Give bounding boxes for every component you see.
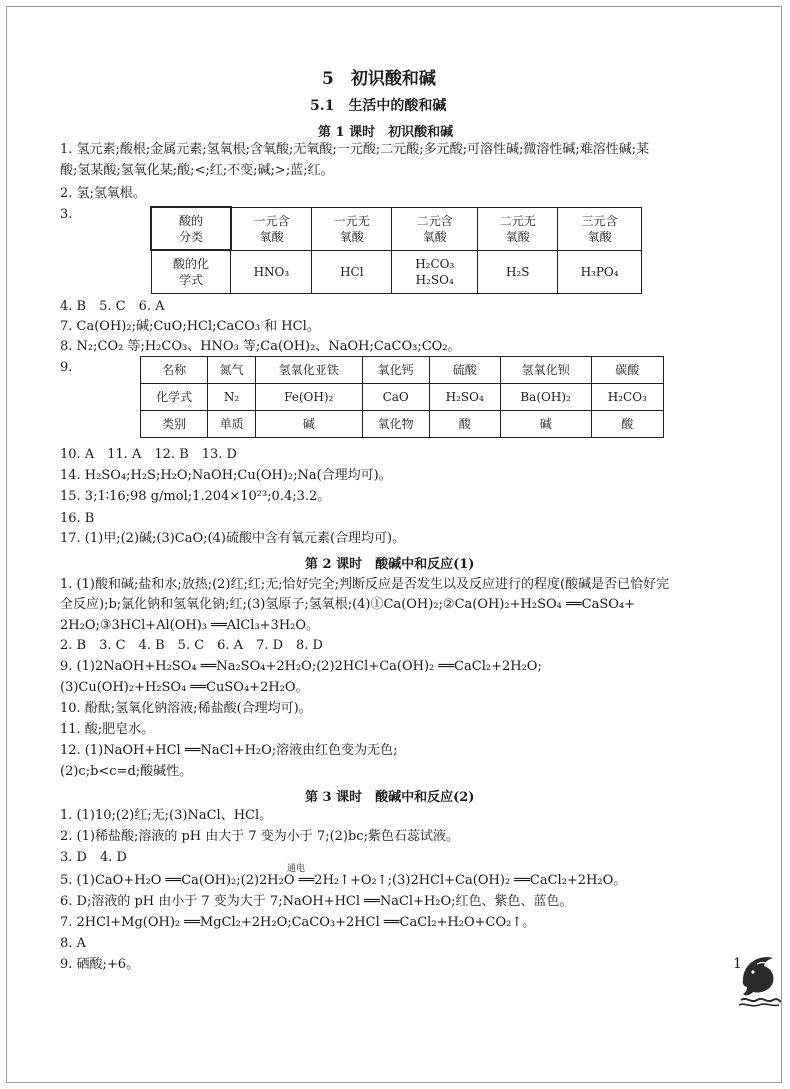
table-cell: H₂S [478, 250, 558, 293]
answer-line: 5. (1)CaO+H₂O ══Ca(OH)₂;(2)2H₂O ══2H₂↑+O₂↑;(3)2HCl+Ca(OH)₂ ══CaCl₂+2H₂O。 [60, 873, 627, 888]
electrolysis-label: 通电 [287, 864, 306, 874]
table-cell: 名称 [141, 357, 208, 384]
table-cell: CaO [362, 384, 429, 411]
answer-line: 11. 酸;肥皂水。 [60, 722, 155, 737]
table-cell: 三元含 氧酸 [558, 207, 642, 250]
answer-line: 10. 酚酞;氢氧化钠溶液;稀盐酸(合理均可)。 [60, 701, 312, 716]
table-cell: 酸 [429, 411, 500, 438]
answer-line: 10. A 11. A 12. B 13. D [60, 447, 237, 462]
answer-line: 7. Ca(OH)₂;碱;CuO;HCl;CaCO₃ 和 HCl。 [60, 319, 320, 334]
answer-line: 3. D 4. D [60, 850, 127, 865]
answer-line: 6. D;溶液的 pH 由小于 7 变为大于 7;NaOH+HCl ══NaCl+H₂O;红色、紫色、蓝色。 [60, 894, 573, 909]
answer-line: 7. 2HCl+Mg(OH)₂ ══MgCl₂+2H₂O;CaCO₃+2HCl ══CaCl₂+H₂O+CO₂↑。 [60, 915, 536, 930]
table-cell: HNO₃ [231, 250, 312, 293]
table-cell: 硫酸 [429, 357, 500, 384]
answer-line: 2. (1)稀盐酸;溶液的 pH 由大于 7 变为小于 7;(2)bc;紫色石蕊试液。 [60, 829, 459, 844]
table-cell: N₂ [208, 384, 256, 411]
answer-line: 14. H₂SO₄;H₂S;H₂O;NaOH;Cu(OH)₂;Na(合理均可)。 [60, 468, 392, 483]
answer-line: 2H₂O;③3HCl+Al(OH)₃ ══AlCl₃+3H₂O。 [60, 618, 320, 633]
table-cell: 碱 [255, 411, 362, 438]
answer-line: 8. N₂;CO₂ 等;H₂CO₃、HNO₃ 等;Ca(OH)₂、NaOH;CaCO₃;CO₂。 [60, 339, 461, 354]
answer-line: (2)c;b<c=d;酸碱性。 [60, 764, 193, 779]
table-cell: 类别 [141, 411, 208, 438]
answer-line: (3)Cu(OH)₂+H₂SO₄ ══CuSO₄+2H₂O。 [60, 680, 309, 695]
answer-line: 15. 3;1∶16;98 g/mol;1.204×10²³;0.4;3.2。 [60, 489, 331, 504]
answer-line: 全反应);b;氯化钠和氢氧化钠;红;(3)氢原子;氢氧根;(4)①Ca(OH)₂;②Ca(OH)₂+H₂SO₄ ══CaSO₄+ [60, 597, 635, 612]
lesson-2-title: 第 2 课时 酸碱中和反应(1) [305, 557, 475, 572]
table-cell: H₂SO₄ [429, 384, 500, 411]
answer-line: 4. B 5. C 6. A [60, 299, 165, 314]
table-cell: 氧化钙 [362, 357, 429, 384]
answer-line: 17. (1)甲;(2)碱;(3)CaO;(4)硫酸中含有氧元素(合理均可)。 [60, 531, 406, 546]
table-cell: 化学式 [141, 384, 208, 411]
table-cell: HCl [312, 250, 392, 293]
table-cell: 酸的 分类 [151, 207, 231, 250]
answer-line: 9. (1)2NaOH+H₂SO₄ ══Na₂SO₄+2H₂O;(2)2HCl+Ca(OH)₂ ══CaCl₂+2H₂O; [60, 659, 542, 674]
table-cell: 氢氧化钡 [500, 357, 591, 384]
answer-line: 1. (1)10;(2)红;无;(3)NaCl、HCl。 [60, 808, 273, 823]
page-number: 1 [733, 956, 742, 972]
answer-line: 3. [60, 207, 73, 222]
chapter-title: 5 初识酸和碱 [322, 69, 436, 89]
table-cell: H₂CO₃ H₂SO₄ [392, 250, 478, 293]
answer-line: 12. (1)NaOH+HCl ══NaCl+H₂O;溶液由红色变为无色; [60, 743, 398, 758]
table-cell: 碳酸 [591, 357, 663, 384]
table-cell: H₃PO₄ [558, 250, 642, 293]
substance-table [140, 356, 664, 438]
table-cell: Ba(OH)₂ [500, 384, 591, 411]
table-cell: 氢氧化亚铁 [255, 357, 362, 384]
lesson-3-title: 第 3 课时 酸碱中和反应(2) [305, 790, 475, 805]
table-cell: 酸的化 学式 [151, 250, 231, 293]
answer-line: 9. 硒酸;+6。 [60, 957, 140, 972]
dolphin-icon [737, 950, 781, 1008]
answer-line: 16. B [60, 511, 95, 526]
answer-line: 9. [60, 360, 73, 375]
section-title: 5.1 生活中的酸和碱 [310, 98, 447, 114]
table-cell: 二元无 氧酸 [478, 207, 558, 250]
answer-line: 8. A [60, 936, 86, 951]
answer-line: 2. B 3. C 4. B 5. C 6. A 7. D 8. D [60, 638, 323, 653]
answer-line: 1. 氢元素;酸根;金属元素;氢氧根;含氧酸;无氧酸;一元酸;二元酸;多元酸;可溶性碱;微溶性碱;难溶性碱;某 [60, 142, 650, 157]
table-cell: 一元含 氧酸 [231, 207, 312, 250]
table-cell: 单质 [208, 411, 256, 438]
table-cell: 一元无 氧酸 [312, 207, 392, 250]
table-cell: Fe(OH)₂ [255, 384, 362, 411]
table-cell: 碱 [500, 411, 591, 438]
table-cell: H₂CO₃ [591, 384, 663, 411]
table-cell: 氧化物 [362, 411, 429, 438]
acid-classification-table [150, 206, 642, 294]
answer-line: 2. 氢;氢氧根。 [60, 186, 146, 201]
answer-line: 1. (1)酸和碱;盐和水;放热;(2)红;红;无;恰好完全;判断反应是否发生以及反应进行的程度(酸碱是否已恰好完 [60, 577, 670, 592]
lesson-1-title: 第 1 课时 初识酸和碱 [318, 125, 454, 140]
table-cell: 酸 [591, 411, 663, 438]
table-cell: 二元含 氧酸 [392, 207, 478, 250]
answer-line: 酸;氢某酸;氢氧化某;酸;<;红;不变;碱;>;蓝;红。 [60, 163, 334, 178]
table-cell: 氮气 [208, 357, 256, 384]
